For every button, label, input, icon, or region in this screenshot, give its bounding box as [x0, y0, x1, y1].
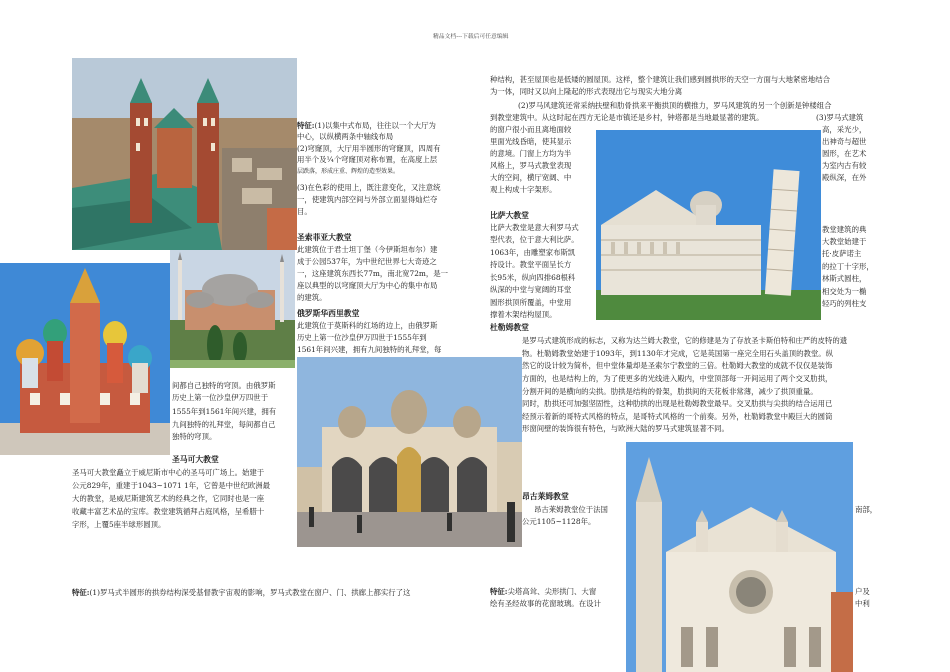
gothic-feature-text: 尖塔高耸、尖形拱门、大窗	[507, 587, 597, 596]
gothic-feature-text: 户及	[855, 587, 870, 596]
pisa-line: 托·皮萨诺主	[822, 249, 862, 258]
st-marks-line: 字形，上覆5座半球形圆顶。	[72, 520, 166, 529]
page-header: 精品文档---下载后可任意编辑	[433, 34, 509, 40]
features-line: 一，使建筑内部空间与外部立面显得灿烂夺	[297, 195, 438, 204]
angouleme-heading: 昂古莱姆教堂	[522, 492, 569, 501]
romanesque-window-line: 风格上，罗马式教堂表现	[490, 161, 572, 170]
pisa-line: 的拉丁十字形，	[822, 262, 874, 271]
romanesque-line: (2)罗马风建筑还常采纳扶壁和肋骨拱来平衡拱顶的横推力，罗马风建筑的另一个创新是钟楼组合	[518, 101, 832, 110]
romanesque-window-line: 的窗户很小而且离地面较	[490, 125, 572, 134]
durham-line: 然它的设计较为简朴，但中堂体量却是圣索尔宁教堂的三倍。杜勒姆大教堂的成就不仅仅是装饰	[522, 361, 833, 370]
romanesque-feature-text: (1)罗马式半圆形的拱券结构深受基督教宇宙观的影响，罗马式教堂在窗户、门、拱廊上都实行了这	[89, 588, 411, 597]
pisa-line: 比萨大教堂是意大利罗马式	[490, 223, 579, 232]
st-basils-line: 此建筑位于莫斯科的红场的边上，由俄罗斯	[297, 321, 438, 330]
st-marks-line: 圣马可大教堂矗立于威尼斯市中心的圣马可广场上。始建于	[72, 468, 265, 477]
romanesque-line: 种结构，甚至屋顶也是低矮的圆屋顶。这样，整个建筑让我们感到圆拱形的天空一方面与大地紧密地结合	[490, 75, 830, 84]
hagia-sophia-heading: 圣索菲亚大教堂	[297, 233, 352, 242]
features-title: 特征:	[72, 588, 90, 597]
st-basils-line: 1561年间兴建，拥有九间独特的礼拜堂，每	[297, 345, 442, 354]
durham-line: 经预示着新的哥特式风格的特点，是哥特式风格的一个前奏。另外，杜勒姆教堂中殿巨大的圆筒	[522, 412, 833, 421]
pisa-line: 1063年，由雕塑家布斯凯	[490, 248, 576, 257]
features-title: 特征:	[490, 587, 508, 596]
pisa-heading: 比萨大教堂	[490, 211, 529, 220]
durham-line: 方面的，也是结构上的，为了使更多的光线进入殿内，中堂顶部每一开间运用了两个交叉肋拱，	[522, 374, 833, 383]
pisa-line: 教堂建筑的典	[822, 225, 867, 234]
features-line: 用半个及¼个穹窿顶对称布置，在高度上层	[297, 155, 438, 164]
hagia-sophia-line: 成于公园537年，为中世纪世界七大奇迹之	[297, 257, 437, 266]
romanesque-window-line: 为室内古有较	[822, 161, 867, 170]
romanesque-window-line: 出神奇与超世	[822, 137, 867, 146]
features-line: (3)在色彩的使用上，既注意变化，又注意统	[297, 183, 441, 192]
durham-heading: 杜勒姆教堂	[490, 323, 529, 332]
st-basils-line: 历史上第一位沙皇伊万四世于	[172, 393, 269, 402]
st-basils-line: 历史上第一位沙皇伊万四世于1555年到	[297, 333, 427, 342]
romanesque-line: (3)罗马式建筑	[816, 113, 864, 122]
pisa-line: 轻巧的列柱支	[822, 299, 867, 308]
romanesque-line: 到教堂建筑中。从这时起在西方无论是市镇还是乡村，钟塔都是当地最显著的建筑。	[490, 113, 764, 122]
st-basils-heading: 俄罗斯华西里教堂	[297, 309, 360, 318]
pisa-line: 长95米，纵向四排68根科	[490, 273, 576, 282]
durham-line: 同时，肋拱还可加强坚固性，这种肋拱的出现是杜勒姆教堂最早。交叉肋拱与尖拱的结合运用已	[522, 399, 833, 408]
hagia-sophia-line: 座以典型的以穹窿顶大厅为中心的集中布局	[297, 281, 438, 290]
features-line: 目。	[297, 207, 312, 216]
gothic-feature-text: 中利	[855, 599, 870, 608]
pisa-line: 持设计。教堂平面呈长方	[490, 260, 572, 269]
romanesque-window-line: 大的空间，横厅宽阔、中	[490, 173, 572, 182]
hagia-sophia-photo	[170, 250, 295, 368]
st-basils-cathedral-photo	[0, 263, 170, 455]
romanesque-features-line	[72, 587, 410, 598]
angouleme-line: 公元1105~1128年。	[522, 517, 596, 526]
pisa-line: 相交处为一椭	[822, 287, 867, 296]
pisa-line: 型代表，位于意大利比萨。	[490, 235, 579, 244]
romanesque-window-line: 里面光线昏暗，使其显示	[490, 137, 572, 146]
st-basils-line: 间都自己独特的穹顶。由俄罗斯	[172, 381, 276, 390]
st-basils-line: 独特的穹顶。	[172, 432, 217, 441]
durham-line: 分割开间的是横向的尖拱。肋拱是结构的骨架，肋拱间的天花板非常薄，减少了拱顶重量。	[522, 387, 818, 396]
features-line: (2)穹窿顶，大厅用半圆形的穹窿顶，四周有	[297, 144, 441, 153]
st-marks-line: 收藏丰富艺术品的宝库。教堂建筑循拜占庭风格，呈希腊十	[72, 507, 265, 516]
pisa-line: 圆形拱顶所覆盖，中堂用	[490, 298, 572, 307]
angouleme-line: 南部，	[855, 505, 878, 514]
pisa-line: 大教堂始建于	[822, 237, 867, 246]
romanesque-window-line: 圆形，在艺术	[822, 149, 867, 158]
features-line: (1)以集中式布局，往往以一个大厅为	[314, 121, 436, 130]
durham-line: 形窗间壁的装饰很有特色，与欧洲大陆的罗马式建筑显著不同。	[522, 424, 729, 433]
st-marks-line: 大的教堂，是威尼斯建筑艺术的经典之作，它同时也是一座	[72, 494, 265, 503]
romanesque-window-line: 的意境。门窗上方均为半	[490, 149, 572, 158]
angouleme-line: 昂古莱姆教堂位于法国	[534, 505, 608, 514]
hagia-sophia-line: 的建筑。	[297, 293, 327, 302]
pisa-line: 撑着木架结构屋顶。	[490, 310, 557, 319]
features-title: 特征:	[297, 121, 315, 130]
durham-line: 是罗马式建筑形成的标志，又称为达兰姆大教堂，它的修建是为了存放圣卡斯伯特和庄严的皮特的遗	[522, 336, 848, 345]
st-basils-line: 九间独特的礼拜堂，每间都自己	[172, 420, 276, 429]
st-marks-line: 公元829年，重建于1043~1071 1年，它曾是中世纪欧洲最	[72, 481, 271, 490]
durham-line: 物。杜勒姆教堂始建于1093年，到1130年才完成，它是英国第一座完全用石头盖顶的教堂。纵	[522, 349, 834, 358]
gothic-features-line	[490, 586, 596, 597]
romanesque-line: 为一体，同时又以向上隆起的形式表现出它与现实大地分离	[490, 87, 683, 96]
modena-cathedral-photo	[626, 442, 853, 672]
romanesque-window-line: 殿纵深，在外	[822, 173, 867, 182]
st-marks-heading: 圣马可大教堂	[172, 455, 219, 464]
st-basils-line: 1555年到1561年间兴建，拥有	[172, 407, 277, 416]
romanesque-window-line: 高，采光少，	[822, 125, 867, 134]
gothic-feature-text: 绘有圣经故事的花窗玻璃。在设计	[490, 599, 601, 608]
speyer-cathedral-photo	[72, 58, 297, 250]
pisa-line: 纵深的中堂与宽阔的耳堂	[490, 285, 572, 294]
features-line: 层跌落，形成庄重、辉煌的造型效果。	[297, 168, 400, 175]
hagia-sophia-line: 此建筑位于君士坦丁堡（今伊斯坦布尔）建	[297, 245, 438, 254]
romanesque-window-line: 观上构成十字架形。	[490, 185, 557, 194]
features-line: 中心，以纵横两条中轴线布局	[297, 132, 394, 141]
features-paragraph	[297, 120, 436, 131]
pisa-cathedral-photo	[596, 130, 821, 320]
hagia-sophia-line: 一，这座建筑东西长77m，南北宽72m，是一	[297, 269, 449, 278]
st-marks-basilica-photo	[297, 357, 522, 547]
pisa-line: 林斯式圆柱，	[822, 274, 867, 283]
